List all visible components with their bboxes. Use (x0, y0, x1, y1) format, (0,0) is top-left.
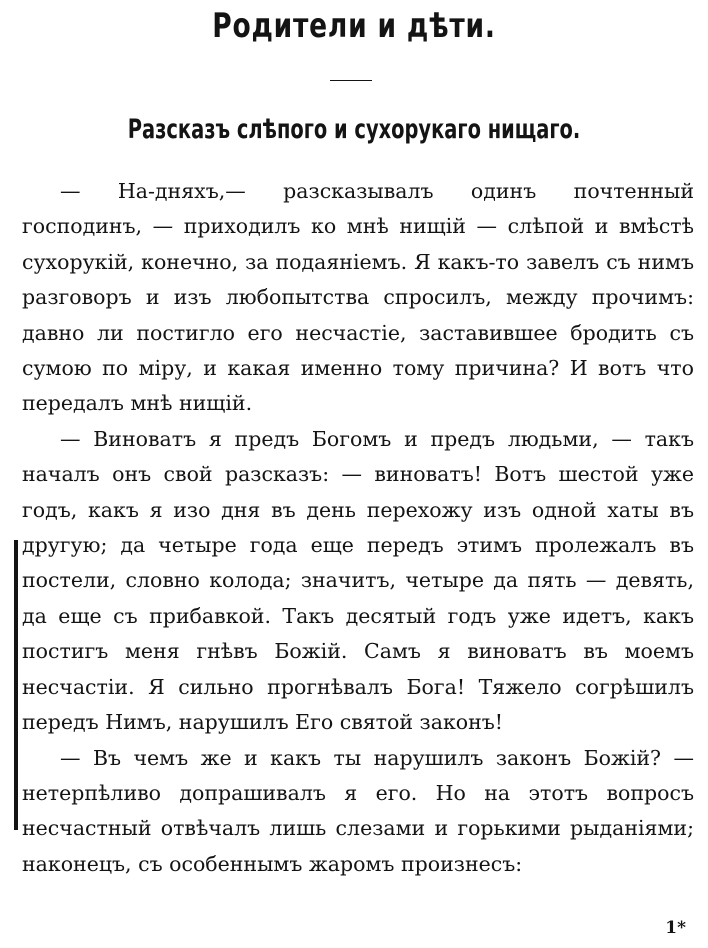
page-title: Родители и дѣти. (212, 6, 496, 46)
title-divider (330, 80, 372, 81)
page-number: 1* (665, 918, 686, 938)
story-subtitle: Разсказъ слѣпого и сухорукаго нищаго. (127, 114, 581, 145)
paragraph-3: — Въ чемъ же и какъ ты нарушилъ законъ Божій? — нетерпѣливо допрашивалъ я его. Но на этотъ вопросъ несчастный отвѣчалъ лишь слезами и горькими рыданіями; наконецъ, съ особеннымъ жаромъ произнесъ: (22, 745, 694, 876)
paragraph-1: — На-дняхъ,— разсказывалъ одинъ почтенный господинъ, — приходилъ ко мнѣ нищій — слѣпой и вмѣстѣ сухорукій, конечно, за подаяніемъ. Я какъ-то завелъ съ нимъ разговоръ и изъ любопытства спросилъ, между прочимъ: давно ли постигло его несчастіе, заставившее бродить съ сумою по міру, и какая именно тому причина? И вотъ что передалъ мнѣ нищій. (22, 179, 694, 416)
paragraph-2: — Виноватъ я предъ Богомъ и предъ людьми, — такъ началъ онъ свой разсказъ: — виноватъ! Вотъ шестой уже годъ, какъ я изо дня въ день перехожу изъ одной хаты въ другую; да четыре года еще передъ этимъ пролежалъ въ постели, словно колода; значитъ, четыре да пять — девять, да еще съ прибавкой. Такъ десятый годъ уже идетъ, какъ постигъ меня гнѣвъ Божій. Самъ я виноватъ въ моемъ несчастіи. Я сильно прогнѣвалъ Бога! Тяжело согрѣшилъ передъ Нимъ, нарушилъ Его святой законъ! (22, 426, 694, 735)
margin-mark (14, 540, 18, 830)
story-body (22, 174, 694, 882)
